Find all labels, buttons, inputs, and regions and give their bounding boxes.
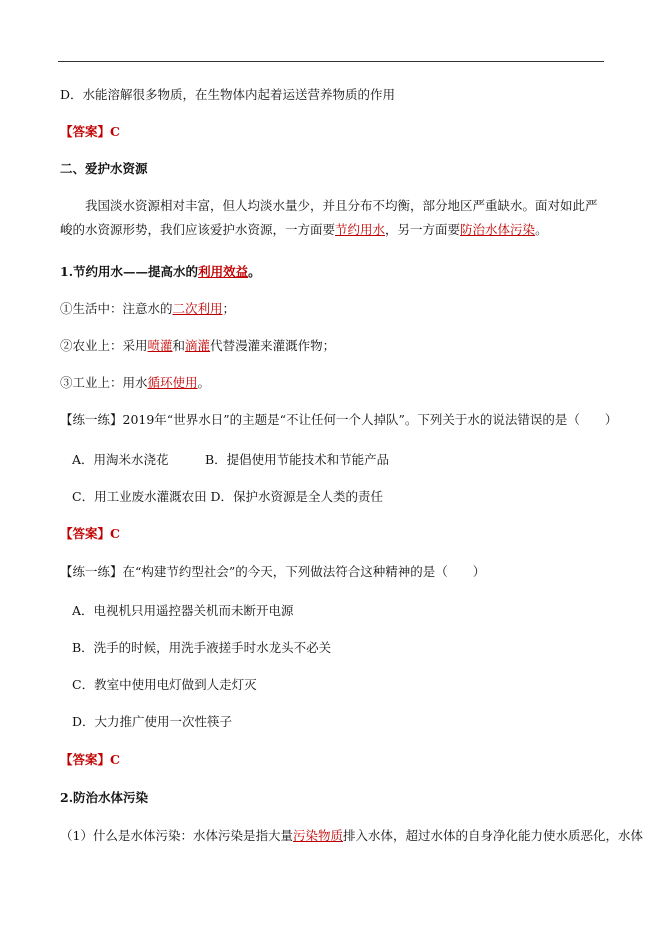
- answer-label: 【答案】: [60, 526, 111, 541]
- item-2-mid: 和: [172, 338, 186, 353]
- question-2-option-b: B．洗手的时候，用洗手液搓手时水龙头不必关: [72, 640, 332, 655]
- pollution-definition: [60, 827, 643, 845]
- header-rule: [58, 61, 604, 62]
- question-2-option-a: A．电视机只用遥控器关机而未断开电源: [72, 603, 294, 618]
- answer-value: C: [110, 526, 120, 541]
- item-1-key: 二次利用: [172, 301, 223, 316]
- item-3: [60, 374, 210, 392]
- heading-1-prefix: 1.节约用水——提高水的: [60, 264, 199, 279]
- item-3-prefix: ③工业上：用水: [60, 375, 148, 390]
- answer-label: 【答案】: [60, 752, 111, 767]
- answer-1: [60, 123, 120, 141]
- item-3-suffix: 。: [197, 375, 211, 390]
- definition-key: 污染物质: [292, 828, 343, 843]
- item-1-suffix: ；: [222, 301, 236, 316]
- intro-paragraph: [60, 194, 604, 242]
- heading-1-key: 利用效益: [198, 264, 249, 279]
- question-1-option-cd: C．用工业废水灌溉农田 D．保护水资源是全人类的责任: [72, 489, 384, 504]
- question-2-option-c: C．教室中使用电灯做到人走灯灭: [72, 677, 257, 692]
- answer-value: C: [110, 752, 120, 767]
- item-1-prefix: ①生活中：注意水的: [60, 301, 173, 316]
- option-d: D．水能溶解很多物质，在生物体内起着运送营养物质的作用: [60, 87, 396, 102]
- question-1-option-b: B．提倡使用节能技术和节能产品: [205, 452, 390, 467]
- item-2-key-2: 滴灌: [185, 338, 211, 353]
- answer-2: [60, 525, 120, 543]
- intro-text-2: ，另一方面要: [385, 222, 461, 237]
- heading-2: 2.防治水体污染: [60, 790, 149, 805]
- item-2-prefix: ②农业上：采用: [60, 338, 148, 353]
- heading-1-suffix: 。: [248, 264, 261, 279]
- item-2-suffix: 代替漫灌来灌溉作物；: [210, 338, 336, 353]
- answer-3: [60, 751, 120, 769]
- item-2-key-1: 喷灌: [147, 338, 173, 353]
- question-2-option-d: D．大力推广使用一次性筷子: [72, 714, 233, 729]
- item-1: [60, 300, 235, 318]
- answer-value: C: [110, 124, 120, 139]
- question-2-stem: 【练一练】在“构建节约型社会”的今天，下列做法符合这种精神的是（ ）: [60, 564, 486, 579]
- intro-text-1: 我国淡水资源相对丰富，但人均淡水量少，并且分布不均衡，部分地区严重缺水。面对如此严峻的水资源形势，我们应该爱护水资源，一方面要: [60, 198, 598, 237]
- answer-label: 【答案】: [60, 124, 111, 139]
- intro-key-2: 防治水体污染: [460, 222, 536, 237]
- question-1-option-a: A．用淘米水浇花: [72, 452, 169, 467]
- definition-suffix: 排入水体，超过水体的自身净化能力使水质恶化，水体: [342, 828, 643, 843]
- intro-text-3: 。: [535, 222, 548, 237]
- intro-key-1: 节约用水: [335, 222, 386, 237]
- question-1-stem: 【练一练】2019年“世界水日”的主题是“不让任何一个人掉队”。下列关于水的说法错误的是（ ）: [60, 412, 618, 427]
- definition-prefix: （1）什么是水体污染：水体污染是指大量: [60, 828, 293, 843]
- heading-1: [60, 263, 261, 281]
- item-3-key: 循环使用: [147, 375, 198, 390]
- item-2: [60, 337, 335, 355]
- section-title: 二、爱护水资源: [60, 161, 148, 176]
